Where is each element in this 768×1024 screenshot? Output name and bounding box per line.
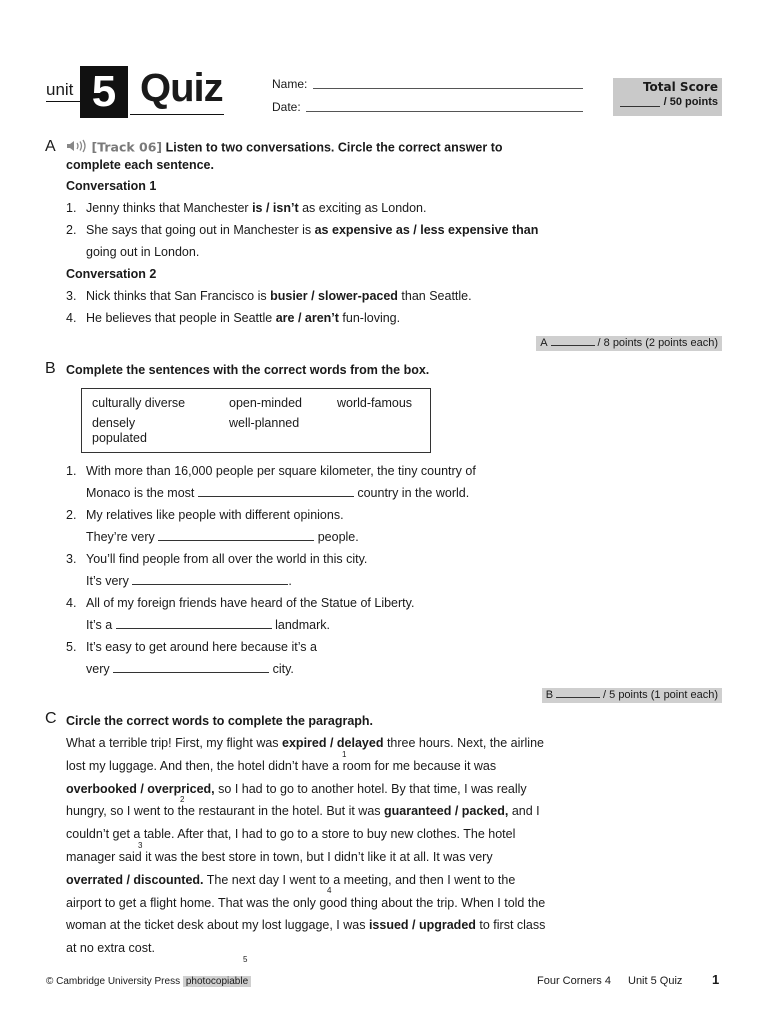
answer-blank[interactable]: [132, 574, 288, 585]
conversation-1-label: Conversation 1: [66, 179, 157, 193]
unit-label: unit: [46, 80, 74, 99]
item-number: 2: [180, 795, 185, 804]
answer-blank[interactable]: [158, 530, 314, 541]
answer-blank[interactable]: [116, 618, 272, 629]
section-b-instruction: Complete the sentences with the correct words from the box.: [66, 363, 430, 377]
list-item: 4. He believes that people in Seattle are / aren’t fun-loving.: [66, 311, 401, 325]
word-box-item: world-famous: [337, 396, 413, 410]
page-number: 1: [712, 972, 720, 987]
section-c-instruction: Circle the correct words to complete the paragraph.: [66, 714, 374, 728]
list-item: 5. It’s easy to get around here because it’s a very city.: [66, 640, 317, 676]
word-box-item: open-minded: [229, 396, 302, 410]
answer-choice[interactable]: overbooked / overpriced,: [66, 781, 215, 796]
answer-choice[interactable]: guaranteed / packed,: [384, 804, 509, 819]
answer-blank[interactable]: [198, 486, 354, 497]
total-score-blank[interactable]: [620, 106, 660, 107]
item-number: 5: [243, 955, 248, 964]
answer-choice[interactable]: as expensive as / less expensive than: [314, 223, 539, 237]
paragraph: What a terrible trip! First, my flight was expired / delayed three hours. Next, the airline lost my luggage. And then, the hotel didn’t have a room for me because it was overbooked / overpriced, so I had to go to another hotel. By that time, I was really hungry, so I went to the restaurant in the hotel. But it was guaranteed / packed, and I couldn’t get a table. After that, I had to go to a store to buy new clothes. The hotel manager said it was the best store in town, but I didn’t like it at all. It was very overrated / discounted. The next day I went to a meeting, and then I went to the airport to get a flight home. That was the only good thing about the trip. When I told the woman at the ticket desk about my lost luggage, I was issued / upgraded to first class at no extra cost.: [66, 736, 546, 956]
section-c-letter: C: [45, 710, 57, 727]
conversation-2-label: Conversation 2: [66, 267, 157, 281]
list-item: 2. My relatives like people with different opinions. They’re very people.: [66, 508, 359, 544]
name-label: Name:: [272, 77, 308, 91]
photocopiable-badge: photocopiable: [183, 976, 251, 987]
points-blank[interactable]: [556, 688, 600, 698]
list-item: 3. Nick thinks that San Francisco is busier / slower-paced than Seattle.: [66, 289, 472, 303]
list-item: 2. She says that going out in Manchester is as expensive as / less expensive than going out in London.: [66, 223, 539, 259]
points-blank[interactable]: [551, 336, 595, 346]
answer-choice[interactable]: issued / upgraded: [368, 918, 476, 933]
unit-number: 5: [80, 66, 128, 118]
quiz-name: Unit 5 Quiz: [628, 975, 683, 987]
date-field[interactable]: [306, 111, 583, 112]
date-label: Date:: [272, 100, 301, 114]
section-a-instruction: [66, 139, 586, 173]
total-score-box: [613, 78, 722, 116]
answer-blank[interactable]: [113, 662, 269, 673]
item-number: 1: [342, 750, 347, 759]
answer-choice[interactable]: is / isn’t: [252, 201, 299, 215]
word-box-item: densely populated: [92, 416, 147, 445]
total-points: / 50 points: [663, 96, 718, 108]
list-item: 3. You’ll find people from all over the world in this city. It’s very .: [66, 552, 368, 588]
instruction-line-1: Listen to two conversations. Circle the correct answer to: [165, 140, 503, 155]
section-b-points: B / 5 points (1 point each): [542, 688, 722, 703]
item-number: 3: [138, 841, 143, 850]
word-box-item: well-planned: [229, 416, 300, 430]
list-item: 4. All of my foreign friends have heard of the Statue of Liberty. It’s a landmark.: [66, 596, 415, 632]
quiz-underline: [130, 114, 224, 115]
name-field[interactable]: [313, 88, 583, 89]
word-box-item: culturally diverse: [92, 396, 186, 410]
unit-underline: [46, 101, 80, 102]
book-title: Four Corners 4: [537, 975, 611, 987]
section-b-letter: B: [45, 360, 56, 377]
item-number: 4: [327, 886, 332, 895]
section-a-points: A / 8 points (2 points each): [536, 336, 722, 351]
word-box: [81, 388, 431, 453]
total-score-label: Total Score: [642, 80, 718, 94]
list-item: 1. With more than 16,000 people per square kilometer, the tiny country of Monaco is the most country in the world.: [66, 464, 476, 500]
answer-choice[interactable]: are / aren’t: [275, 311, 339, 325]
answer-choice[interactable]: busier / slower-paced: [270, 289, 398, 303]
instruction-line-2: complete each sentence.: [66, 158, 214, 172]
speaker-icon: [66, 139, 88, 157]
answer-choice[interactable]: expired / delayed: [282, 736, 384, 750]
section-a-letter: A: [45, 138, 56, 155]
quiz-title: Quiz: [140, 66, 223, 110]
footer-left: [46, 976, 251, 987]
track-label: [Track 06]: [91, 139, 163, 155]
copyright: © Cambridge University Press: [46, 976, 181, 987]
answer-choice[interactable]: overrated / discounted.: [66, 872, 204, 887]
list-item: 1. Jenny thinks that Manchester is / isn’t as exciting as London.: [66, 201, 427, 215]
